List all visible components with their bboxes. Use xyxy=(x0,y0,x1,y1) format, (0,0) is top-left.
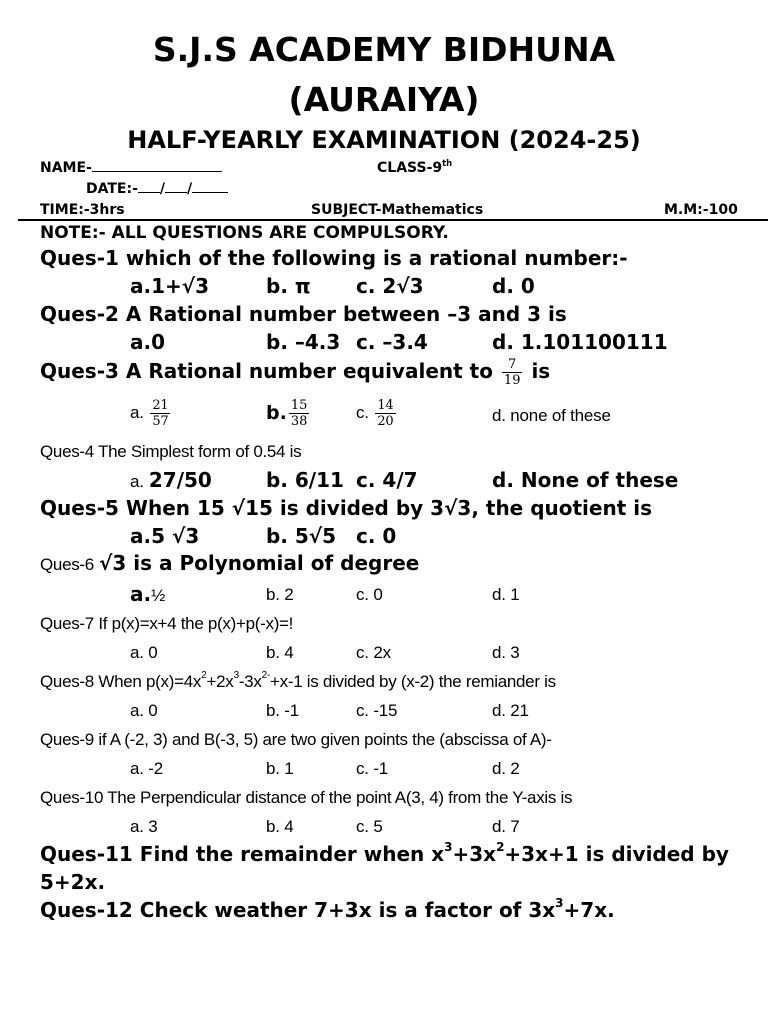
q3-b-label: b. xyxy=(266,402,287,424)
q10-option-a: a. 3 xyxy=(130,817,158,836)
q4-option-d: d. None of these xyxy=(492,468,679,492)
date-blank-day xyxy=(138,192,160,193)
question-5: Ques-5 When 15 √15 is divided by 3√3, the quotient is xyxy=(40,496,653,520)
q3-option-d: d. none of these xyxy=(492,406,611,425)
q12-t1: Ques-12 Check weather 7+3x is a factor of 3x xyxy=(40,898,556,922)
q6-option-b: b. 2 xyxy=(266,585,294,604)
q3-frac-num: 7 xyxy=(502,357,523,373)
q6-option-d: d. 1 xyxy=(492,585,520,604)
q8-t3: -3x xyxy=(238,672,262,691)
question-1: Ques-1 which of the following is a rational number:- xyxy=(40,246,628,270)
q5-option-a: a.5 √3 xyxy=(130,524,200,548)
q3-b-num: 15 xyxy=(290,398,308,413)
q8-t4: +x-1 is divided by (x-2) the remiander is xyxy=(270,672,556,691)
q8-t1: Ques-8 When p(x)=4x xyxy=(40,672,202,691)
date-blank-month xyxy=(165,192,187,193)
q1-option-c: c. 2√3 xyxy=(356,274,424,298)
q6-text: √3 is a Polynomial of degree xyxy=(99,551,420,575)
q6-option-c: c. 0 xyxy=(356,585,383,604)
question-10: Ques-10 The Perpendicular distance of the point A(3, 4) from the Y-axis is xyxy=(40,788,573,807)
q7-option-d: d. 3 xyxy=(492,643,520,662)
q11-t3: +3x+1 is divided by xyxy=(504,842,729,866)
q3-frac-den: 19 xyxy=(503,373,521,388)
q9-option-d: d. 2 xyxy=(492,759,520,778)
q4-option-b: b. 6/11 xyxy=(266,468,344,492)
q5-option-c: c. 0 xyxy=(356,524,397,548)
q1-option-d: d. 0 xyxy=(492,274,535,298)
q3-text-end: is xyxy=(531,359,551,383)
date-field xyxy=(86,181,228,197)
question-11 xyxy=(40,842,729,866)
q2-option-c: c. –3.4 xyxy=(356,330,428,354)
q8-option-b: b. -1 xyxy=(266,701,300,720)
q3-option-a xyxy=(130,398,172,429)
q12-t2: +7x. xyxy=(563,898,615,922)
name-blank xyxy=(92,171,222,172)
date-sep-1: / xyxy=(159,181,166,197)
note: NOTE:- ALL QUESTIONS ARE COMPULSORY. xyxy=(40,223,449,243)
q3-a-frac xyxy=(150,398,170,429)
q3-a-label: a. xyxy=(130,402,144,422)
header-divider xyxy=(18,219,768,221)
question-12 xyxy=(40,898,615,922)
class-field xyxy=(377,160,452,176)
q6-a-value: ½ xyxy=(151,586,166,605)
q8-s1: 2 xyxy=(201,670,207,681)
question-2: Ques-2 A Rational number between –3 and 3 is xyxy=(40,302,567,326)
class-sup: th xyxy=(442,158,453,168)
name-field xyxy=(40,160,222,176)
question-11-line2: 5+2x. xyxy=(40,870,106,894)
q2-option-a: a.0 xyxy=(130,330,166,354)
date-label: DATE:- xyxy=(86,181,138,197)
q7-option-c: c. 2x xyxy=(356,643,391,662)
q8-s2: 3 xyxy=(233,670,239,681)
q9-option-c: c. -1 xyxy=(356,759,389,778)
q11-t1: Ques-11 Find the remainder when x xyxy=(40,842,445,866)
subject-label: SUBJECT-Mathematics xyxy=(311,202,484,218)
q11-s2: 2 xyxy=(496,840,505,854)
date-blank-year xyxy=(192,192,228,193)
q3-c-label: c. xyxy=(356,402,369,422)
q8-s3: 2- xyxy=(261,670,270,681)
q12-s1: 3 xyxy=(555,896,564,910)
q6-option-a xyxy=(130,582,165,606)
q3-c-num: 14 xyxy=(377,398,394,413)
q2-option-b: b. –4.3 xyxy=(266,330,341,354)
q3-c-den: 20 xyxy=(377,414,394,429)
q9-option-a: a. -2 xyxy=(130,759,164,778)
q3-b-frac xyxy=(289,398,310,429)
time-label: TIME:-3hrs xyxy=(40,202,125,218)
q8-t2: +2x xyxy=(206,672,234,691)
q3-option-c xyxy=(356,398,398,429)
q3-fraction xyxy=(502,357,523,388)
class-label: CLASS-9 xyxy=(377,160,443,176)
school-location: (AURAIYA) xyxy=(288,80,480,119)
question-8 xyxy=(40,672,556,692)
q3-a-num: 21 xyxy=(152,398,169,413)
q11-t2: +3x xyxy=(452,842,497,866)
q7-option-a: a. 0 xyxy=(130,643,158,662)
q4-option-a xyxy=(130,468,212,492)
q7-option-b: b. 4 xyxy=(266,643,294,662)
q9-option-b: b. 1 xyxy=(266,759,294,778)
q3-text: Ques-3 A Rational number equivalent to xyxy=(40,359,493,383)
q8-option-a: a. 0 xyxy=(130,701,158,720)
q10-option-b: b. 4 xyxy=(266,817,294,836)
q1-option-b: b. π xyxy=(266,274,311,298)
q10-option-c: c. 5 xyxy=(356,817,383,836)
date-sep-2: / xyxy=(187,181,193,197)
q4-option-c: c. 4/7 xyxy=(356,468,418,492)
q3-b-den: 38 xyxy=(290,414,308,429)
question-9: Ques-9 if A (-2, 3) and B(-3, 5) are two given points the (abscissa of A)- xyxy=(40,730,552,749)
question-3 xyxy=(40,357,550,388)
school-name: S.J.S ACADEMY BIDHUNA xyxy=(152,30,616,69)
q4-a-value: 27/50 xyxy=(148,468,212,492)
q10-option-d: d. 7 xyxy=(492,817,520,836)
max-marks-label: M.M:-100 xyxy=(664,202,738,218)
q6-a-label: a. xyxy=(130,582,152,606)
name-label: NAME- xyxy=(40,160,92,176)
question-4: Ques-4 The Simplest form of 0.54 is xyxy=(40,442,302,461)
exam-title: HALF-YEARLY EXAMINATION (2024-25) xyxy=(127,126,641,154)
q1-option-a: a.1+√3 xyxy=(130,274,210,298)
q2-option-d: d. 1.101100111 xyxy=(492,330,668,354)
q11-s1: 3 xyxy=(444,840,453,854)
q3-c-frac xyxy=(375,398,395,429)
q4-a-label: a. xyxy=(130,472,144,491)
q3-a-den: 57 xyxy=(152,414,169,429)
question-6 xyxy=(40,551,419,575)
question-7: Ques-7 If p(x)=x+4 the p(x)+p(-x)=! xyxy=(40,614,294,633)
q6-prefix: Ques-6 xyxy=(40,555,94,574)
q8-option-d: d. 21 xyxy=(492,701,529,720)
q8-option-c: c. -15 xyxy=(356,701,398,720)
q3-option-b xyxy=(266,398,311,429)
q5-option-b: b. 5√5 xyxy=(266,524,337,548)
